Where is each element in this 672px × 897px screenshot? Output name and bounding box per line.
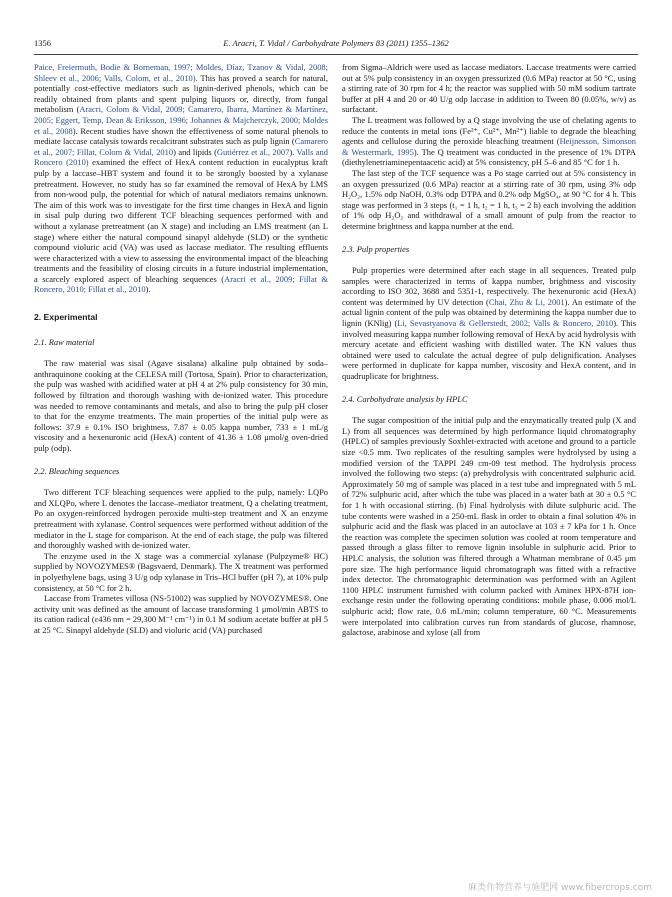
citation-link[interactable]: Chai, Zhu & Li, 2001	[488, 296, 565, 307]
hplc-paragraph: The sugar composition of the initial pulp and the enzymatically treated pulp (X and L) from all sequences was determined by high performance liquid chromatography (HPLC) of samples previously Soxhlet-extracted with acetone and ground to a particle size <0.5 mm. Two replicates of the resulting samples were hydrolysed by using a modified version of the TAPPI 249 cm-09 test method. The hydrolysis process involved the following two steps: (a) prehydrolysis with concentrated sulphuric acid. Approximately 50 mg of sample was placed in a test tube and impregnated with 5 mL of 72% sulphuric acid, after which the tube was placed in a water bath at 30 ± 0.5 °C for 1 h with occasional stirring. (b) Final hydrolysis with dilute sulphuric acid. The tube contents were washed in a 250-mL flask in order to obtain a final solution 4% in sulphuric acid and the flask was placed in an autoclave at 103 ± 7 kPa for 1 h. Once the reaction was complete the specimen solution was cooled at room temperature and passed through a glass filter to remove lignin insoluble in sulphuric acid. Prior to HPLC analysis, the solution was filtered through a Whatman membrane of 0.45 μm pore size. The high performance liquid chromatograph was fitted with a refractive index detector. The chromatographic determination was performed with an Agilent 1100 HPLC instrument furnished with column packed with Aminex HPX-87H ion-exchange resin under the following operating conditions: mobile phase, 0.006 mol/L sulphuric acid; flow rate, 0.6 mL/min; column temperature, 60 °C. Measurements were interpolated into calibration curves run from standards of glucose, rhamnose, galactose, arabinose and xylose (all from	[342, 415, 636, 638]
chelating-paragraph	[342, 115, 636, 168]
page-number: 1356	[34, 38, 51, 48]
chelating-text-b: ). The Q treatment was conducted in the presence of 1% DTPA (diethylenetriaminepentaacetic acid) at 5% consistency, pH 5–6 and 85 °C for 1 h.	[342, 146, 636, 168]
citation-link[interactable]: Camarero et al., 2007; Fillat, Colom & Vidal, 2010	[34, 136, 328, 157]
pulp-properties-paragraph	[342, 265, 636, 382]
peroxide-paragraph: The last step of the TCF sequence was a Po stage carried out at 5% consistency in an oxygen pressurized (0.6 MPa) reactor at a stirring rate of 30 rpm, using 3% odp H₂O₂, 1.5% odp NaOH, 0.3% odp DTPA and 0.2% odp MgSO₄, at 90 °C for 4 h. This stage was performed in 3 steps (t₁ = 1 h, t₂ = 1 h, t₃ = 2 h) each involving the addition of 1% odp H₂O₂ and withdrawal of a small amount of pulp from the reactor to determine brightness and kappa number at the end.	[342, 167, 636, 231]
intro-text: ). Recent studies have shown the effectiveness of some natural phenols to mediate laccase catalysis towards recalcitrant substrates such as pulp lignin (	[34, 125, 328, 147]
intro-text: This has proved a search for natural, potentially cost-effective mediators such as lignin-derived phenols, which can be readily obtained from plants and spent pulping liquors or, directly, from fungal metabolism (	[34, 72, 328, 115]
intro-text: ) and lipids (	[173, 146, 217, 157]
laccase-paragraph: from Sigma–Aldrich were used as laccase mediators. Laccase treatments were carried out at 5% pulp consistency in an oxygen pressurized (0.6 MPa) reactor at 50 °C, using a stirring rate of 30 rpm for 4 h; the reactor was supplied with 50 mM sodium tartrate buffer at pH 4 and 20 or 40 U/g odp laccase in addition to Tween 80 (0.05%, w/v) as surfactant.	[342, 62, 636, 115]
intro-text: ).	[289, 146, 297, 157]
subsection-title-bleaching: 2.2. Bleaching sequences	[34, 465, 120, 476]
pulp-text-a: Pulp properties were determined after each stage in all sequences. Treated pulp samples were characterized in terms of kappa number, brightness and viscosity according to ISO 302, 3688 and 5351-1, respectively. The hexenuronic acid (HexA) content was determined by UV detection (	[342, 265, 636, 307]
journal-line: E. Aracri, T. Vidal / Carbohydrate Polymers 83 (2011) 1355–1362	[223, 38, 449, 48]
bleaching-paragraph-3: Laccase from Trametes villosa (NS-51002) was supplied by NOVOZYMES®. One activity unit was defined as the amount of laccase transforming 1 μmol/min ABTS to its cation radical (ε436 nm = 29,300 M⁻¹ cm⁻¹) in 0.1 M sodium acetate buffer at pH 5 at 25 °C. Sinapyl aldehyde (SLD) and violuric acid (VA) purchased	[34, 593, 328, 635]
citation-link[interactable]: Li, Sevastyanova & Gellerstedt, 2002; Valls & Roncero, 2010	[397, 318, 614, 329]
raw-material-paragraph: The raw material was sisal (Agave sisalana) alkaline pulp obtained by soda–anthraquinone cooking at the CELESA mill (Tortosa, Spain). Prior to characterization, the pulp was washed with acidified water at pH 4 at 2% pulp consistency for 30 min, followed by filtration and thorough washing with de-ionized water. This procedure was needed to remove contaminants and metals, and also to bring the pulp pH closer to that for the enzyme treatments. The main properties of the initial pulp were as follows: 37.9 ± 0.1% ISO brightness, 7.87 ± 0.05 kappa number, 733 ± 1 mL/g viscosity and a hexenuronic acid (HexA) content of 41.36 ± 1.08 μmol/g oven-dried pulp (odp).	[34, 358, 328, 453]
citation-link[interactable]: Aracri, Colom & Vidal, 2009; Camarero, Ibarra, Martínez & Martínez, 2005; Eggert, Temp, Dean & Eriksson, 1996; Johannes & Majcherczyk, 2000; Moldes et al., 2008	[34, 104, 328, 136]
bleaching-paragraph-2: The enzyme used in the X stage was a commercial xylanase (Pulpzyme® HC) supplied by NOVOZYMES® (Bagsvaerd, Denmark). The X treatment was performed in polyethylene bags, using 3 U/g odp xylanase in Tris–HCl buffer (pH 7), at 10% pulp consistency, at 50 °C for 2 h.	[34, 550, 328, 593]
pulp-text-b: ). An estimate of the actual lignin content of the pulp was obtained by determining the kappa number due to lignin (KNlig) (	[342, 296, 637, 329]
running-header	[34, 38, 638, 52]
watermark: 麻类作物营养与施肥网 www.fibercrops.com	[468, 883, 652, 893]
intro-text: ).	[145, 284, 151, 295]
right-column	[342, 62, 636, 638]
chelating-text-a: The L treatment was followed by a Q stage involving the use of chelating agents to reduce the contents in metal ions (Fe²⁺, Cu²⁺, Mn²⁺) liable to degrade the bleaching agents and cellulose during the peroxide bleaching treatment (	[342, 114, 636, 147]
citation-link[interactable]: Heijnesson, Simonson & Westermark, 1995	[342, 136, 636, 157]
pulp-text-c: ). This involved measuring kappa number following removal of HexA by acid hydrolysis with mercury acetate and efficient washing with distilled water. The KN values thus obtained were used to calculate the actual degree of pulp delignification. Analyses were performed in duplicate for kappa number, viscosity and HexA content, and in quadruplicate for brightness.	[342, 318, 636, 382]
intro-text: examined the effect of HexA content reduction in eucalyptus kraft pulp by a laccase–HBT system and found it to be strongly boosted by a xylanase pretreatment. However, no study has so far examined the removal of HexA by LMS from non-wood pulp, the potential for which of natural mediators remains unknown. The aim of this work was to investigate for the first time changes in HexA and lignin in sisal pulp during two different TCF bleaching sequences performed with and without a xylanase pretreatment (an X stage) and including an LMS treatment (an L stage) where either the natural compound sinapyl aldehyde (SLD) or the synthetic compound violuric acid (VA) was used as laccase mediator. The resulting effluents were characterized with a view to assessing the environmental impact of the bleaching treatments and the feasibility of closing circuits in a future industrial implementation, a scarcely explored aspect of bleaching sequences (	[34, 157, 328, 284]
citation-link[interactable]: Paice, Freiermuth, Bodie & Borneman, 1997; Moldes, Díaz, Tzanov & Vidal, 2008; Shleev et al., 2006; Valls, Colom, et al., 2010).	[34, 62, 328, 83]
citation-link[interactable]: Aracri et al., 2009; Fillat & Roncero, 2010; Fillat et al., 2010	[34, 273, 328, 295]
header-rule	[34, 54, 638, 55]
citation-link[interactable]: Gutiérrez et al., 2007	[216, 146, 290, 157]
subsection-title-pulp-properties: 2.3. Pulp properties	[342, 243, 410, 254]
subsection-title-hplc: 2.4. Carbohydrate analysis by HPLC	[342, 393, 468, 404]
subsection-title-raw-material: 2.1. Raw material	[34, 336, 95, 347]
citation-link[interactable]: Valls and Roncero (2010)	[34, 146, 328, 168]
left-column	[34, 62, 328, 636]
bleaching-paragraph-1: Two different TCF bleaching sequences were applied to the pulp, namely: LQPo and XLQPo, where L denotes the laccase–mediator treatment, Q a chelating treatment, Po an oxygen-reinforced hydrogen peroxide multi-step treatment and X an enzyme pretreatment with xylanase. Control sequences were performed without addition of the mediator in the L stage for comparison. At the end of each stage, the pulp was filtered and thoroughly washed with de-ionized water.	[34, 487, 328, 551]
section-title-experimental: 2. Experimental	[34, 312, 98, 323]
intro-paragraph	[34, 62, 328, 295]
